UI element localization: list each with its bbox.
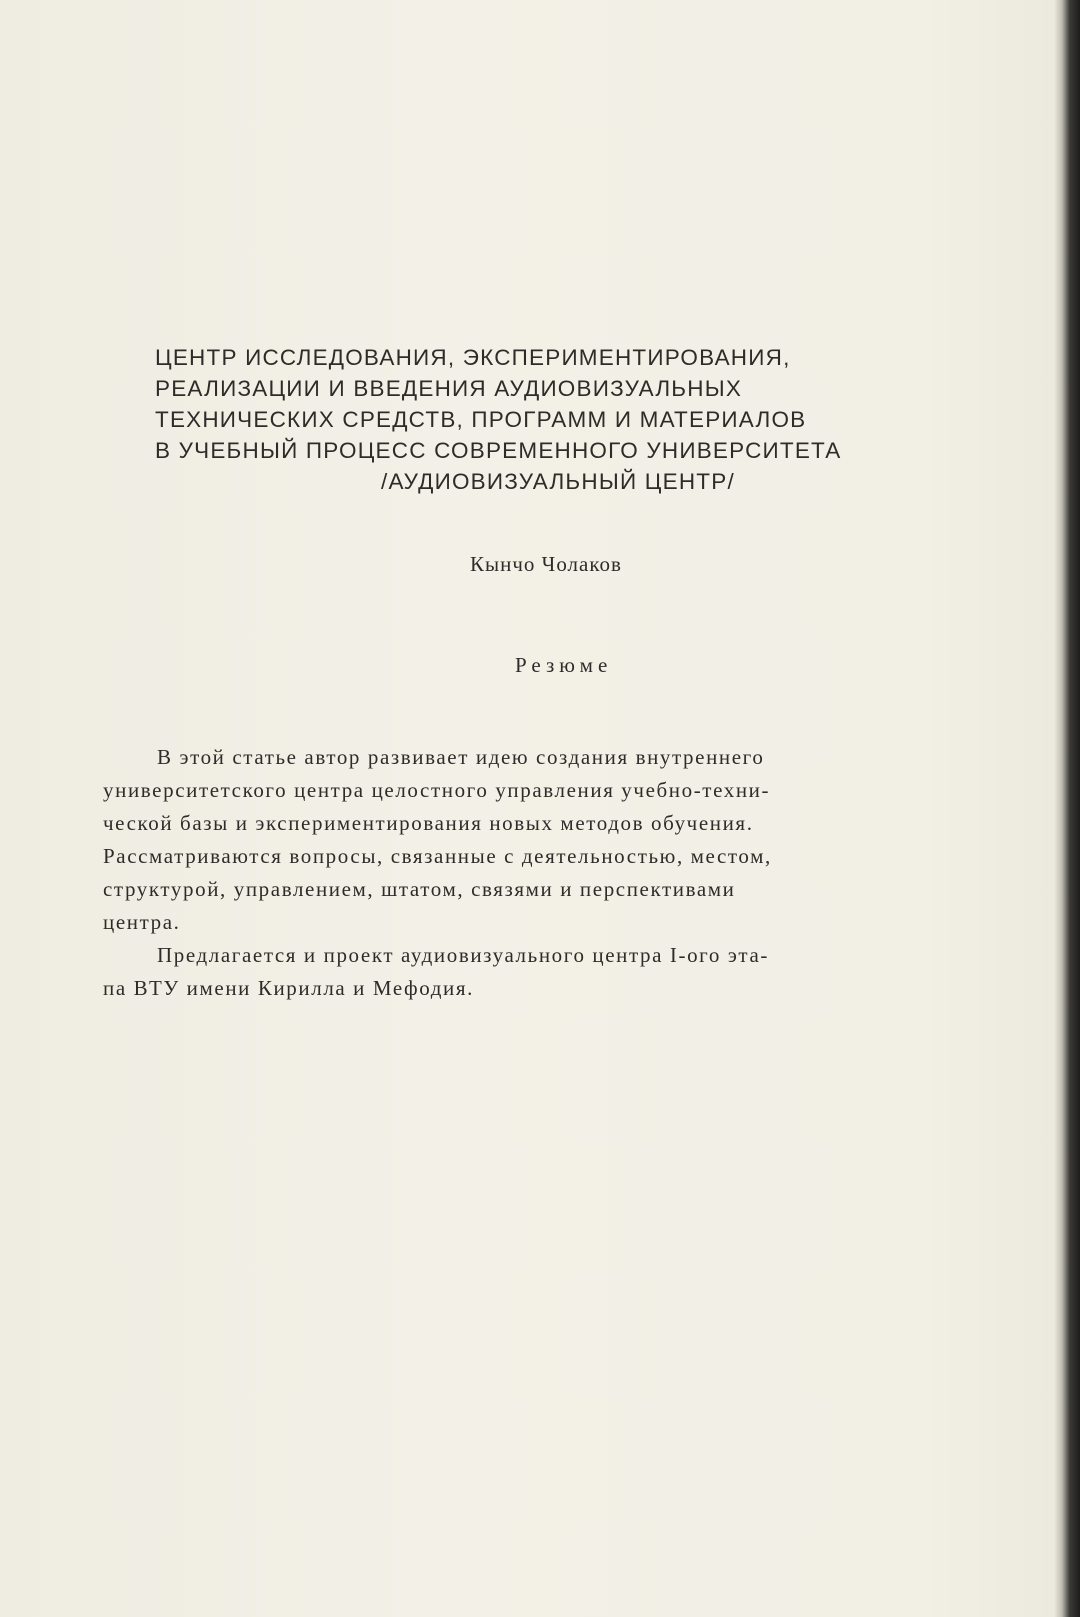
title-line: В УЧЕБНЫЙ ПРОЦЕСС СОВРЕМЕННОГО УНИВЕРСИТЕТА (155, 438, 842, 463)
title-line: РЕАЛИЗАЦИИ И ВВЕДЕНИЯ АУДИОВИЗУАЛЬНЫХ (155, 376, 743, 401)
title-line: ТЕХНИЧЕСКИХ СРЕДСТВ, ПРОГРАММ И МАТЕРИАЛОВ (155, 407, 807, 432)
paragraph-line: Рассматриваются вопросы, связанные с деятельностью, местом, (103, 844, 772, 868)
paragraph-line: В этой статье автор развивает идею создания внутреннего (157, 745, 765, 769)
page-edge-shadow (1054, 0, 1080, 1617)
summary-body (103, 741, 1033, 1005)
article-title (155, 342, 955, 497)
paragraph-line: структурой, управлением, штатом, связями и перспективами (103, 877, 736, 901)
title-subtitle-line: /АУДИОВИЗУАЛЬНЫЙ ЦЕНТР/ (381, 469, 735, 494)
title-line: ЦЕНТР ИССЛЕДОВАНИЯ, ЭКСПЕРИМЕНТИРОВАНИЯ, (155, 345, 791, 370)
paragraph-line: па ВТУ имени Кирилла и Мефодия. (103, 976, 474, 1000)
summary-heading: Резюме (515, 653, 613, 677)
paragraph-line: ческой базы и экспериментирования новых методов обучения. (103, 811, 754, 835)
paragraph-line: центра. (103, 910, 181, 934)
paragraph-line: университетского центра целостного управления учебно-техни- (103, 778, 771, 802)
paragraph-line: Предлагается и проект аудиовизуального центра I-ого эта- (157, 943, 769, 967)
author-name: Кынчо Чолаков (470, 552, 622, 576)
